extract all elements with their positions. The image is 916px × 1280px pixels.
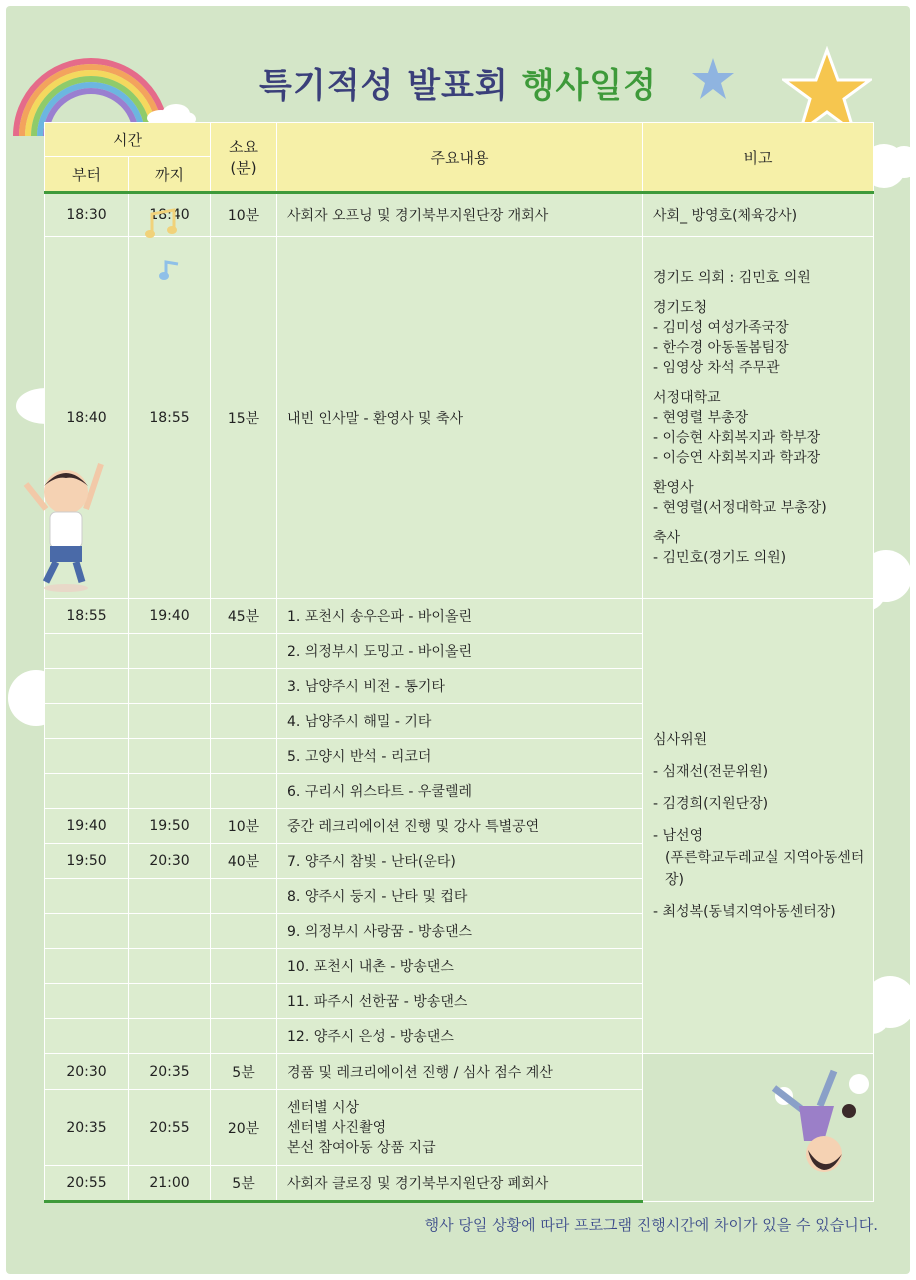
- row-to: 18:55: [129, 237, 211, 599]
- row-to: 21:00: [129, 1166, 211, 1202]
- header-remarks: 비고: [643, 123, 874, 193]
- row-content: 9. 의정부시 사랑꿈 - 방송댄스: [277, 914, 643, 949]
- header-content: 주요내용: [277, 123, 643, 193]
- remarks-judges: 심사위원 - 심재선(전문위원) - 김경희(지원단장) - 남선영 (푸른학교두레교실 지역아동센터장) - 최성복(동녘지역아동센터장): [643, 599, 874, 1054]
- row-from: 20:55: [45, 1166, 129, 1202]
- row-to: 20:55: [129, 1090, 211, 1166]
- row-content: 12. 양주시 은성 - 방송댄스: [277, 1019, 643, 1054]
- row-duration: 45분: [211, 599, 277, 634]
- row-from: 19:40: [45, 809, 129, 844]
- girl-cartwheel-icon: [754, 1066, 874, 1186]
- page-title: [6, 58, 910, 107]
- row-content: 7. 양주시 참빛 - 난타(운타): [277, 844, 643, 879]
- row-content: 경품 및 레크리에이션 진행 / 심사 점수 계산: [277, 1054, 643, 1090]
- title-part1: 특기적성 발표회: [259, 66, 509, 106]
- music-note-icon: [158, 258, 184, 282]
- footnote: 행사 당일 상황에 따라 프로그램 진행시간에 차이가 있을 수 있습니다.: [424, 1216, 878, 1234]
- row-duration: 20분: [211, 1090, 277, 1166]
- schedule-table: [44, 122, 874, 1203]
- row-to: 19:40: [129, 599, 211, 634]
- row-duration: 15분: [211, 237, 277, 599]
- music-note-icon: [144, 206, 184, 240]
- row-from: 18:40: [45, 237, 129, 599]
- table-row: [45, 1054, 874, 1090]
- table-row: [45, 599, 874, 634]
- remarks-guests: 경기도 의회 : 김민호 의원 경기도청 - 김미성 여성가족국장 - 한수경 아동돌봄팀장 - 임영상 차석 주무관 서정대학교 - 현영렬 부총장 - 이승현 사회복지과 학부장 - 이승연 사회복지과 학과장 환영사 - 현영렬(서정대학교 부총장) 축사 - 김민호(경기도 의원): [643, 237, 874, 599]
- row-duration: 5분: [211, 1166, 277, 1202]
- row-from: 20:30: [45, 1054, 129, 1090]
- row-content: 4. 남양주시 해밀 - 기타: [277, 704, 643, 739]
- row-from: 19:50: [45, 844, 129, 879]
- row-content: 5. 고양시 반석 - 리코더: [277, 739, 643, 774]
- row-content: 중간 레크리에이션 진행 및 강사 특별공연: [277, 809, 643, 844]
- header-duration: 소요 (분): [211, 123, 277, 193]
- row-to: 18:40: [129, 193, 211, 237]
- row-content: 6. 구리시 위스타트 - 우쿨렐레: [277, 774, 643, 809]
- row-duration: 10분: [211, 193, 277, 237]
- row-duration: 10분: [211, 809, 277, 844]
- remarks-mc: 사회_ 방영호(체육강사): [643, 193, 874, 237]
- row-content: 내빈 인사말 - 환영사 및 축사: [277, 237, 643, 599]
- header-from: 부터: [45, 157, 129, 193]
- header-time: 시간: [45, 123, 211, 157]
- row-content: 사회자 클로징 및 경기북부지원단장 폐회사: [277, 1166, 643, 1202]
- row-content: 8. 양주시 둥지 - 난타 및 컵타: [277, 879, 643, 914]
- title-part2: 행사일정: [521, 66, 657, 106]
- row-from: 18:55: [45, 599, 129, 634]
- row-content: 3. 남양주시 비전 - 통기타: [277, 669, 643, 704]
- row-content: 1. 포천시 송우은파 - 바이올린: [277, 599, 643, 634]
- row-from: 18:30: [45, 193, 129, 237]
- row-to: 19:50: [129, 809, 211, 844]
- row-to: 20:30: [129, 844, 211, 879]
- star-icon: [690, 56, 736, 102]
- page: [6, 6, 910, 1274]
- header-to: 까지: [129, 157, 211, 193]
- row-to: 20:35: [129, 1054, 211, 1090]
- row-content: 사회자 오프닝 및 경기북부지원단장 개회사: [277, 193, 643, 237]
- table-row: [45, 237, 874, 599]
- row-content: 센터별 시상 센터별 사진촬영 본선 참여아동 상품 지급: [277, 1090, 643, 1166]
- row-content: 11. 파주시 선한꿈 - 방송댄스: [277, 984, 643, 1019]
- row-duration: 5분: [211, 1054, 277, 1090]
- row-duration: 40분: [211, 844, 277, 879]
- row-from: 20:35: [45, 1090, 129, 1166]
- row-content: 10. 포천시 내촌 - 방송댄스: [277, 949, 643, 984]
- row-content: 2. 의정부시 도밍고 - 바이올린: [277, 634, 643, 669]
- boy-jumping-icon: [16, 454, 116, 594]
